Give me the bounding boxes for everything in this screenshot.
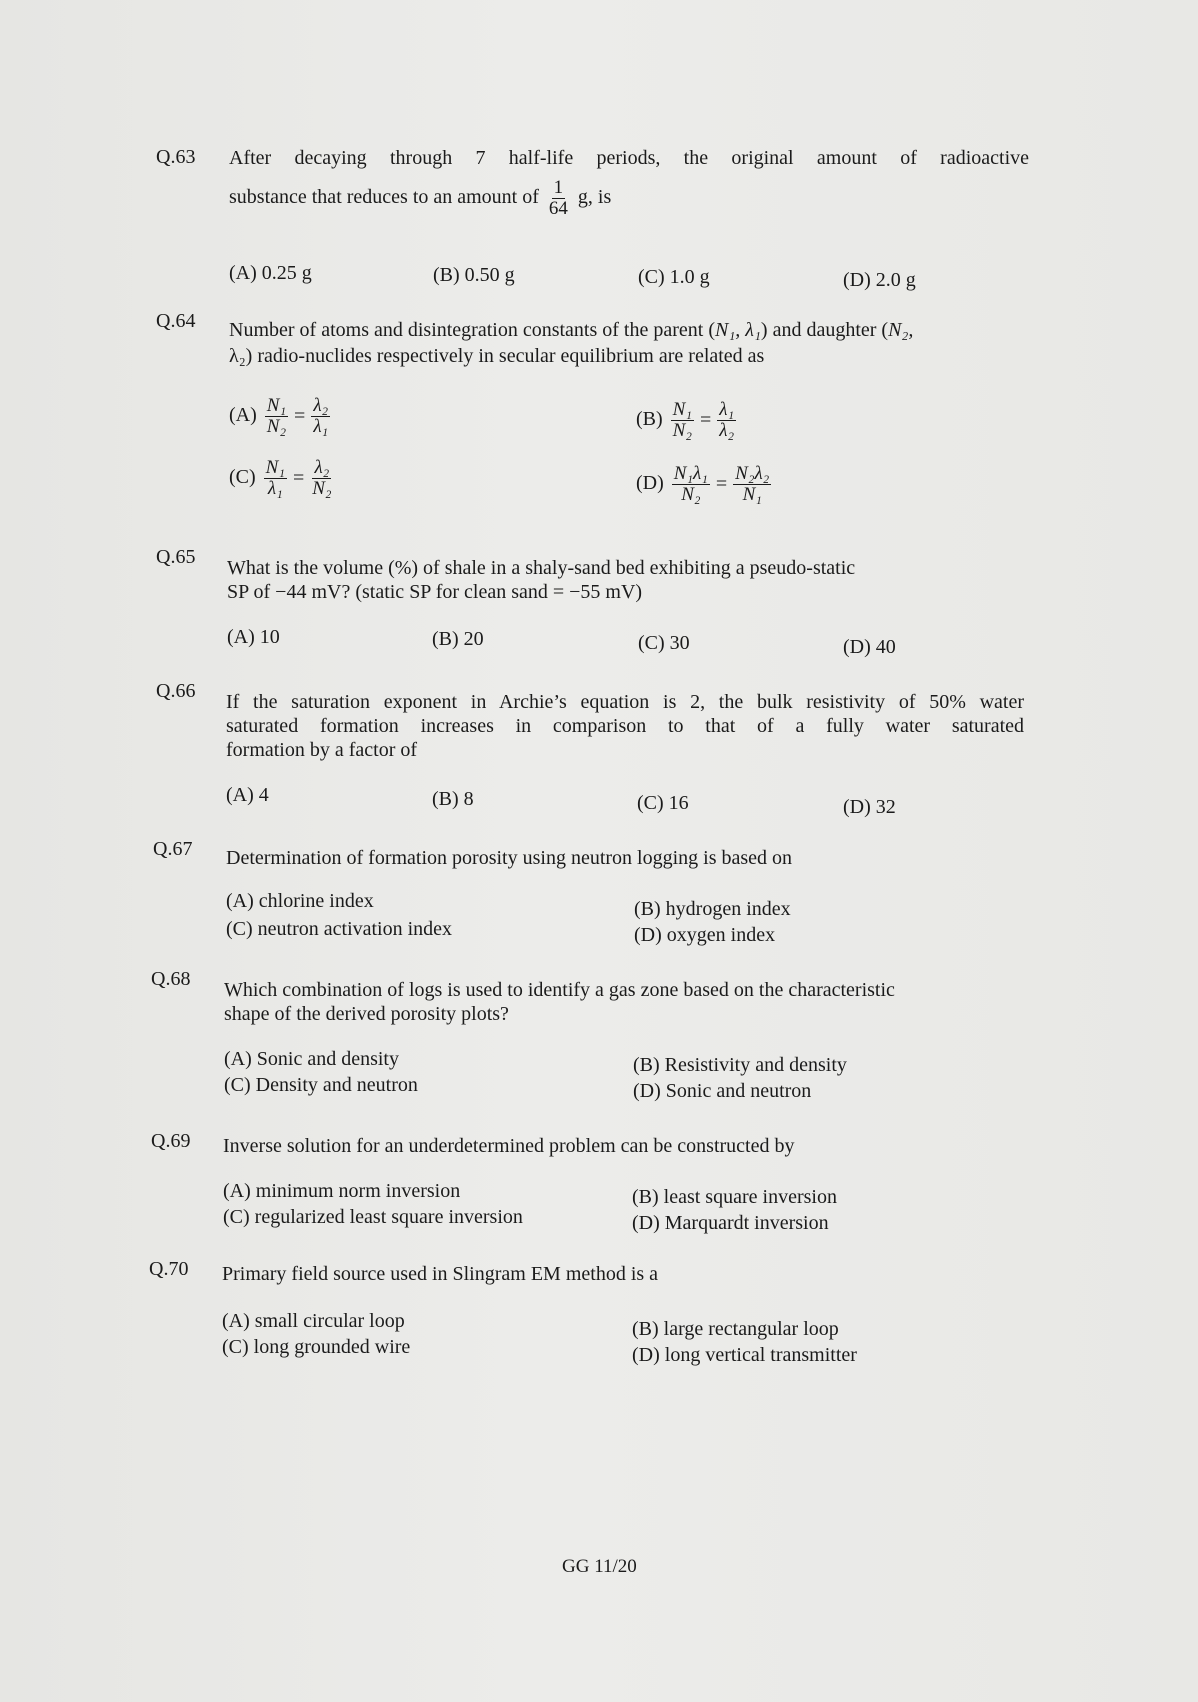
question-number: Q.67	[153, 838, 193, 860]
fraction	[264, 458, 287, 499]
fraction-denominator: N₂	[312, 478, 332, 499]
option-d: (D) Sonic and neutron	[633, 1080, 812, 1102]
fraction-denominator: λ₂	[719, 420, 735, 441]
question-text: Inverse solution for an underdetermined problem can be constructed by	[223, 1135, 795, 1157]
option-d: (D) long vertical transmitter	[632, 1344, 857, 1366]
fraction-numerator: λ₂	[314, 457, 330, 478]
question-text-line	[229, 178, 611, 219]
question-text: After decaying through 7 half-life periods, the original amount of radioactive	[229, 147, 1029, 169]
question-number: Q.66	[156, 680, 196, 702]
option-b	[636, 400, 739, 441]
option-d: (D) Marquardt inversion	[632, 1212, 829, 1234]
fraction-numerator: 1	[553, 177, 564, 198]
option-c: (C) 16	[637, 792, 689, 814]
text-segment: N₂,	[888, 319, 914, 341]
option-a: (A) small circular loop	[222, 1310, 405, 1332]
question-number: Q.65	[156, 546, 196, 568]
option-b: (B) 0.50 g	[433, 264, 515, 286]
fraction-numerator: N₁	[265, 457, 285, 478]
question-text: Determination of formation porosity using neutron logging is based on	[226, 847, 793, 869]
option-label: (B)	[636, 408, 663, 431]
text-segment: g, is	[577, 186, 612, 209]
option-label: (D)	[636, 472, 664, 495]
text-segment: N₁, λ₁	[715, 319, 761, 341]
text-segment: ) and daughter (	[760, 319, 889, 341]
option-b: (B) Resistivity and density	[633, 1054, 847, 1076]
question-text-line	[229, 344, 764, 369]
option-c: (C) 30	[638, 632, 690, 654]
fraction	[672, 464, 710, 505]
option-b: (B) 20	[432, 628, 484, 650]
equals-sign: =	[699, 409, 712, 431]
fraction	[733, 464, 771, 505]
question-text: What is the volume (%) of shale in a shaly-sand bed exhibiting a pseudo-static	[227, 557, 856, 579]
fraction-numerator: N₂λ₂	[735, 463, 770, 484]
fraction	[547, 178, 570, 219]
question-text-line: formation by a factor of	[226, 739, 418, 761]
option-d: (D) 40	[843, 636, 896, 658]
option-b: (B) 8	[432, 788, 474, 810]
text-segment: Number of atoms and disintegration constants of the parent (	[229, 319, 715, 341]
option-d: (D) oxygen index	[634, 924, 776, 946]
option-b: (B) least square inversion	[632, 1186, 837, 1208]
question-text-line: shape of the derived porosity plots?	[224, 1003, 509, 1025]
option-b: (B) large rectangular loop	[632, 1318, 839, 1340]
option-c: (C) neutron activation index	[226, 918, 453, 940]
option-b: (B) hydrogen index	[634, 898, 791, 920]
option-a: (A) 4	[226, 784, 269, 806]
equation	[669, 464, 775, 505]
fraction	[265, 396, 288, 437]
option-label: (A)	[229, 404, 257, 427]
question-number: Q.69	[151, 1130, 191, 1152]
equation	[262, 396, 333, 437]
text-segment: ) radio-nuclides respectively in secular equilibrium are related as	[245, 345, 765, 367]
question-number: Q.63	[156, 146, 196, 168]
fraction	[311, 396, 330, 437]
fraction-denominator: N₁	[742, 484, 762, 505]
option-a: (A) 10	[227, 626, 280, 648]
option-a: (A) Sonic and density	[224, 1048, 399, 1070]
fraction-numerator: N₁	[672, 399, 692, 420]
option-c: (C) 1.0 g	[638, 266, 710, 288]
option-a: (A) minimum norm inversion	[223, 1180, 461, 1202]
equals-sign: =	[292, 467, 305, 489]
fraction-denominator: λ₁	[313, 416, 329, 437]
fraction-numerator: λ₁	[719, 399, 735, 420]
fraction	[310, 458, 333, 499]
question-text	[229, 318, 913, 343]
fraction-denominator: N₂	[266, 416, 287, 437]
option-d	[636, 464, 774, 505]
fraction-denominator: 64	[548, 198, 568, 219]
question-number: Q.64	[156, 310, 196, 332]
equals-sign: =	[715, 473, 728, 495]
question-text: Primary field source used in Slingram EM method is a	[222, 1263, 659, 1285]
question-text: If the saturation exponent in Archie’s equation is 2, the bulk resistivity of 50% water	[226, 691, 1024, 713]
page-footer: GG 11/20	[562, 1556, 637, 1577]
question-text: Which combination of logs is used to identify a gas zone based on the characteristic	[224, 979, 895, 1001]
equals-sign: =	[294, 405, 306, 427]
question-number: Q.70	[149, 1258, 189, 1280]
fraction-denominator: λ₁	[267, 478, 283, 499]
option-c: (C) Density and neutron	[224, 1074, 418, 1096]
option-d: (D) 32	[843, 796, 896, 818]
question-text-line: saturated formation increases in comparison to that of a fully water saturated	[226, 715, 1024, 737]
question-number: Q.68	[151, 968, 191, 990]
question-text-line: SP of −44 mV? (static SP for clean sand = −55 mV)	[227, 581, 643, 603]
equation	[261, 458, 337, 499]
fraction	[671, 400, 694, 441]
equation	[668, 400, 739, 441]
option-c: (C) long grounded wire	[222, 1336, 411, 1358]
fraction-numerator: λ₂	[313, 395, 329, 416]
text-segment: λ₂	[229, 345, 246, 367]
option-c	[229, 458, 337, 499]
fraction-denominator: N₂	[672, 420, 692, 441]
fraction-denominator: N₂	[681, 484, 701, 505]
option-a	[229, 396, 333, 437]
option-label: (C)	[229, 466, 256, 489]
option-a: (A) chlorine index	[226, 890, 374, 912]
option-d: (D) 2.0 g	[843, 269, 916, 291]
text-segment: substance that reduces to an amount of	[229, 186, 539, 209]
option-a: (A) 0.25 g	[229, 262, 312, 284]
option-c: (C) regularized least square inversion	[223, 1206, 523, 1228]
fraction-numerator: N₁	[266, 395, 287, 416]
fraction	[717, 400, 736, 441]
fraction-numerator: N₁λ₁	[673, 463, 708, 484]
